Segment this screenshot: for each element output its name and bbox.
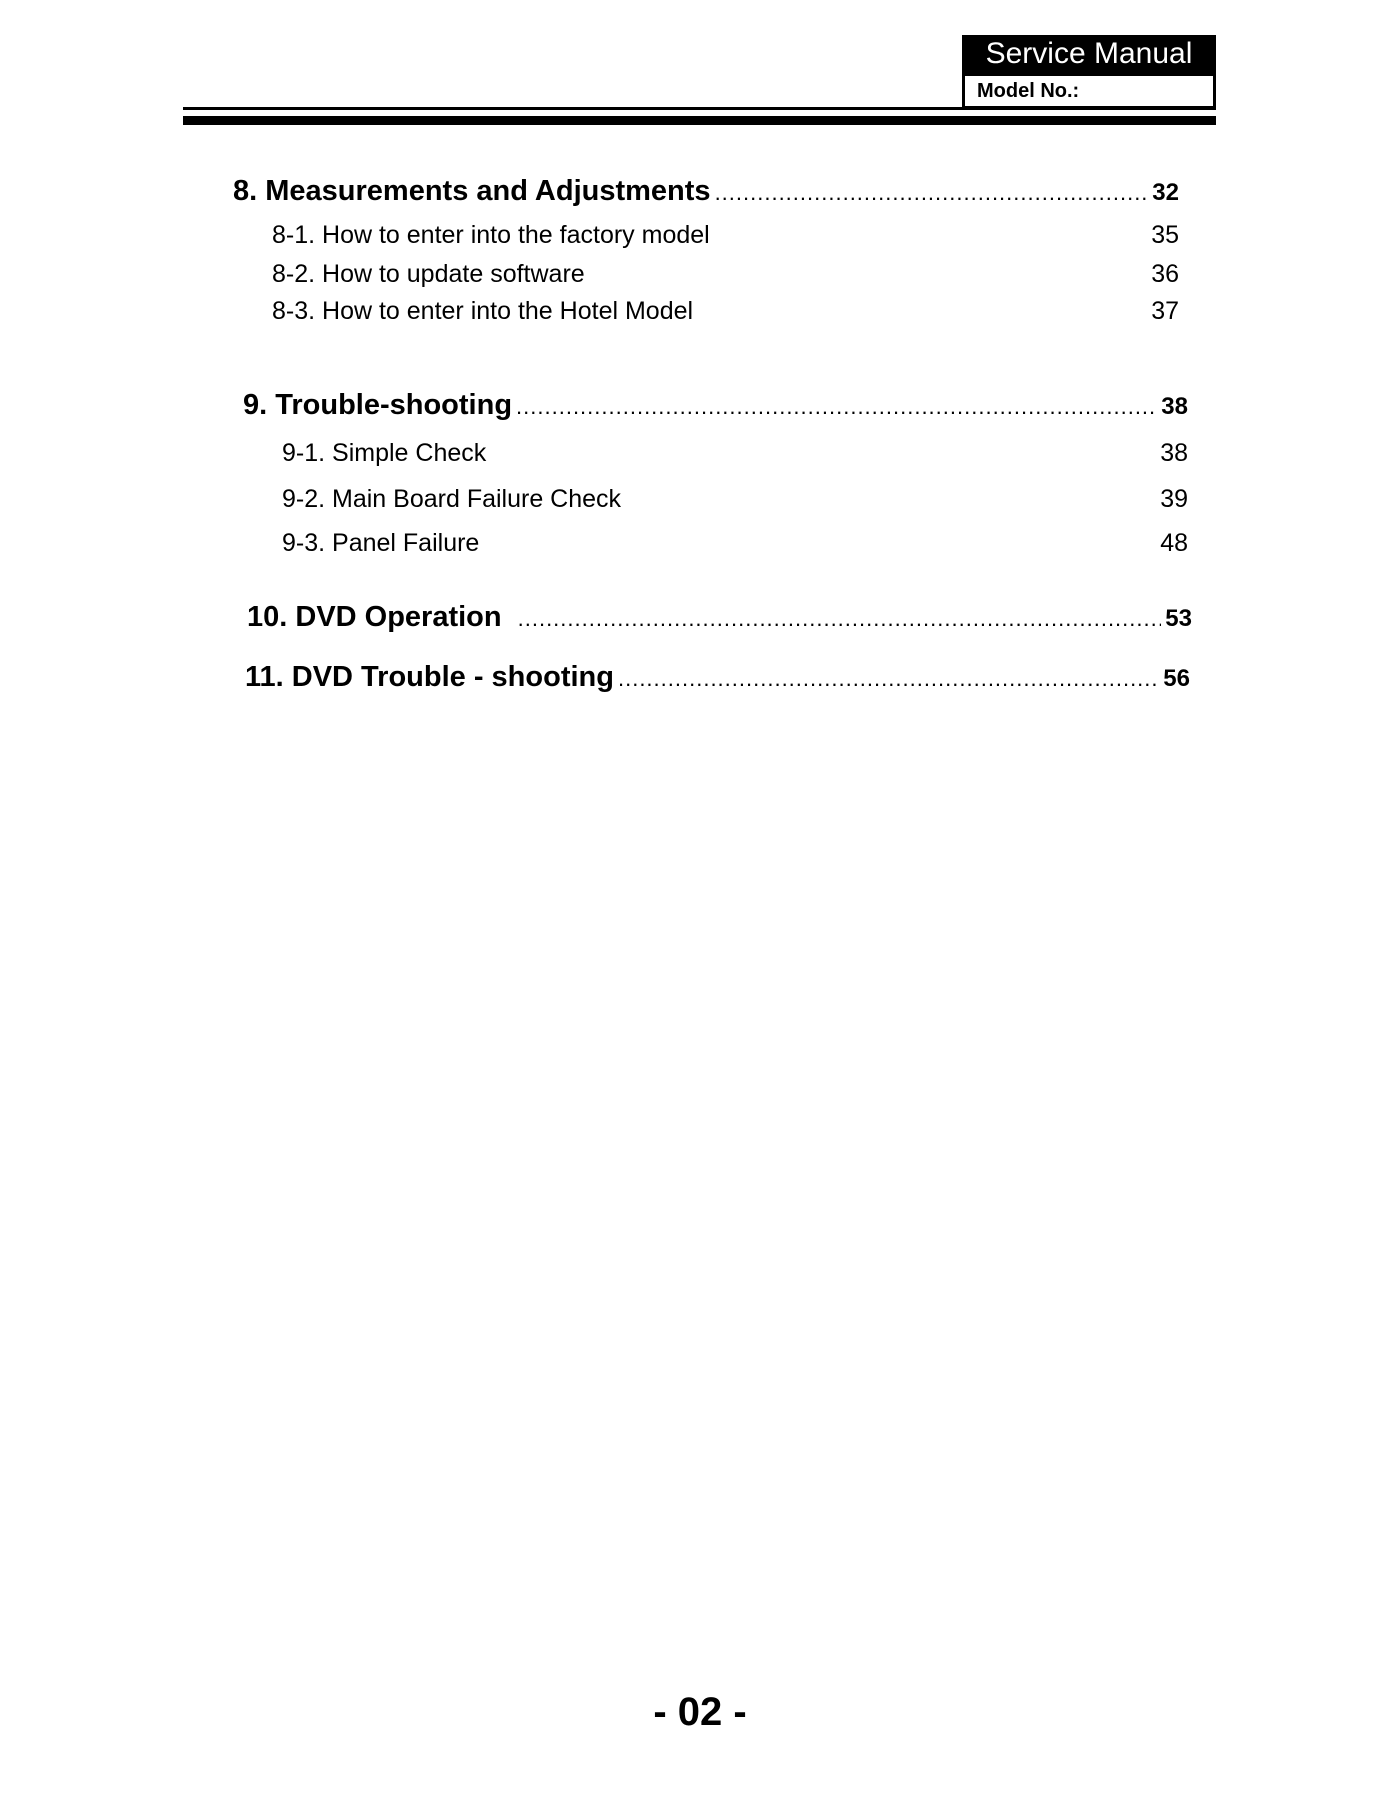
toc-subentry-title: 9-3. Panel Failure: [282, 529, 480, 557]
toc-subentry-8-3: [272, 297, 1179, 326]
toc-subentry-9-2: [282, 485, 1188, 514]
toc-subentry-page: 37: [1151, 297, 1179, 325]
toc-subentry-9-1: [282, 439, 1188, 468]
toc-entry-title: 11. DVD Trouble - shooting: [245, 661, 614, 693]
toc-entry-title: 10. DVD Operation: [247, 601, 502, 633]
toc-subentry-page: 39: [1160, 485, 1188, 513]
toc-leader-dots: [518, 606, 1162, 632]
toc-subentry-page: 35: [1151, 221, 1179, 249]
page-number: - 02 -: [653, 1690, 747, 1734]
toc-entry-page: 32: [1152, 179, 1179, 206]
toc-subentry-page: 36: [1151, 260, 1179, 288]
toc-leader-dots: [715, 180, 1149, 206]
toc-entry-title: 8. Measurements and Adjustments: [233, 175, 711, 207]
toc-subentry-8-2: [272, 260, 1179, 289]
header-rule-thick: [183, 116, 1216, 125]
service-manual-title: Service Manual: [962, 35, 1216, 73]
model-number-label: Model No.:: [962, 73, 1216, 109]
toc-entry-page: 53: [1165, 605, 1192, 632]
toc-subentry-title: 8-2. How to update software: [272, 260, 585, 288]
toc-entry-page: 38: [1161, 393, 1188, 420]
header-rule-thin: [183, 107, 1216, 110]
toc-leader-dots: [618, 666, 1159, 692]
toc-entry-section-9: [243, 389, 1188, 422]
toc-entry-section-10: [247, 601, 1192, 634]
toc-entry-title: 9. Trouble-shooting: [243, 389, 513, 421]
toc-subentry-8-1: [272, 221, 1179, 250]
toc-subentry-page: 48: [1160, 529, 1188, 557]
toc-subentry-9-3: [282, 529, 1188, 558]
toc-entry-page: 56: [1163, 665, 1190, 692]
toc-subentry-title: 8-3. How to enter into the Hotel Model: [272, 297, 694, 325]
toc-entry-section-11: [245, 661, 1190, 694]
toc-leader-dots: [516, 394, 1157, 420]
toc-entry-section-8: [233, 175, 1179, 208]
toc-subentry-page: 38: [1160, 439, 1188, 467]
toc-subentry-title: 8-1. How to enter into the factory model: [272, 221, 710, 249]
toc-subentry-title: 9-2. Main Board Failure Check: [282, 485, 622, 513]
toc-subentry-title: 9-1. Simple Check: [282, 439, 487, 467]
